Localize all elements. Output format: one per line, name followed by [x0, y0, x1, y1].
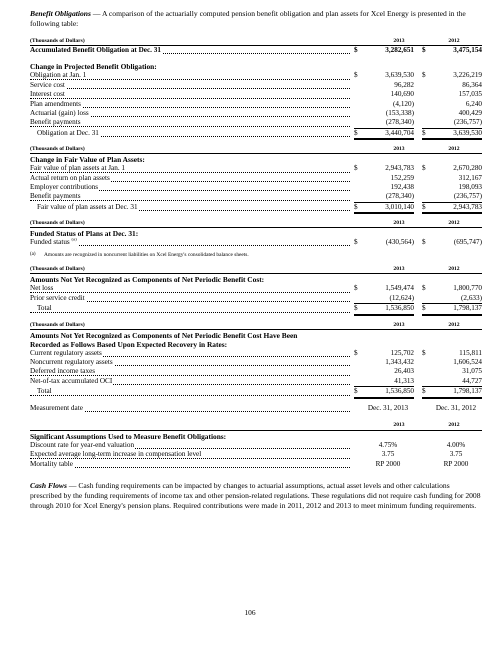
value-2013: (278,340): [385, 192, 414, 201]
value-2013: (430,564): [385, 238, 414, 247]
total-row: [30, 303, 482, 312]
table-row: [30, 238, 482, 247]
row-label: Fair value of plan assets at Dec. 31: [30, 203, 139, 211]
column-header: [30, 219, 482, 228]
table-row: [30, 450, 482, 459]
currency-symbol: $: [354, 164, 358, 173]
recovery-title-line2: Recorded as Follows Based Upon Expected Recovery in Rates:: [30, 339, 228, 349]
value-2012: (236,757): [453, 118, 482, 127]
row-label: Plan amendments: [30, 99, 81, 108]
table-row: [30, 174, 482, 183]
unit-label: (Thousands of Dollars): [30, 38, 85, 44]
footnote-marker: (a): [71, 238, 77, 242]
document-page: [30, 9, 482, 519]
row-label: Total: [30, 387, 53, 395]
cash-flows-text: — Cash funding requirements can be impacted by changes to actuarial assumptions, actual asset levels and other calculations prescribed by the funding requirements of income tax and other pension-related regulations. These regulations did not require cash funding for 2008 through 2010 for Xcel Energy's pension plans. Required contributions were made in 2011, 2012 and 2013 to meet minimum funding requirements.: [30, 481, 481, 511]
year-2012-header: 2012: [448, 421, 460, 428]
currency-symbol: $: [422, 284, 426, 293]
unit-label: (Thousands of Dollars): [30, 266, 85, 273]
row-label: Obligation at Jan. 1: [30, 71, 87, 80]
row-label: Net loss: [30, 284, 54, 293]
value-2013: 1,343,432: [385, 358, 414, 367]
currency-symbol: $: [354, 46, 358, 54]
table-row: [30, 377, 482, 386]
value-2013: 1,536,850: [362, 303, 414, 315]
value-2013: (4,120): [393, 99, 414, 108]
value-2012: 1,606,524: [453, 358, 482, 367]
value-2012: (2,633): [461, 293, 482, 302]
value-2013: RP 2000: [375, 459, 401, 468]
value-2013: 3,010,140: [362, 202, 414, 214]
value-2013: 192,438: [390, 182, 414, 191]
currency-symbol: $: [422, 46, 426, 54]
row-label: Expected average long-term increase in compensation level: [30, 450, 202, 459]
column-header: [30, 321, 482, 330]
year-2012-header: 2012: [448, 321, 460, 328]
row-label: Service cost: [30, 80, 65, 89]
currency-symbol: $: [354, 202, 362, 214]
unit-label: (Thousands of Dollars): [30, 220, 85, 227]
value-2013: Dec. 31, 2013: [367, 403, 409, 412]
currency-symbol: $: [422, 303, 430, 315]
value-2012: 1,798,137: [430, 386, 482, 398]
currency-symbol: $: [422, 386, 430, 398]
value-2012: 31,075: [462, 367, 482, 376]
intro-heading: Benefit Obligations: [30, 9, 91, 18]
table-row: [30, 192, 482, 201]
table-row: [30, 118, 482, 127]
intro-text: — A comparison of the actuarially computed pension benefit obligation and plan assets for Xcel Energy is presented in the following table:: [30, 9, 466, 28]
row-label: Deferred income taxes: [30, 367, 96, 376]
currency-symbol: $: [422, 348, 426, 357]
column-header: [30, 421, 482, 429]
column-header: [30, 37, 482, 46]
value-2013: 1,536,850: [362, 386, 414, 398]
value-2013: (12,624): [389, 293, 414, 302]
table-row: [30, 294, 482, 303]
year-2013-header: 2013: [393, 321, 405, 328]
row-label: Employer contributions: [30, 182, 99, 191]
abo-label: Accumulated Benefit Obligation at Dec. 31: [30, 46, 161, 54]
currency-symbol: $: [354, 128, 362, 140]
row-label: Benefit payments: [30, 118, 81, 127]
table-row: [30, 100, 482, 109]
year-2012-header: 2012: [448, 220, 460, 227]
value-2013: 125,702: [390, 348, 414, 357]
row-label: Mortality table: [30, 459, 73, 468]
value-2012: Dec. 31, 2012: [435, 403, 477, 412]
row-label: Current regulatory assets: [30, 348, 102, 357]
row-label: Actuarial (gain) loss: [30, 108, 89, 117]
assets-title: Change in Fair Value of Plan Assets:: [30, 155, 145, 165]
value-2013: (153,338): [385, 108, 414, 117]
unit-label: (Thousands of Dollars): [30, 146, 85, 153]
row-label: Benefit payments: [30, 192, 81, 201]
row-label: Obligation at Dec. 31: [30, 129, 100, 137]
total-row: [30, 386, 482, 395]
abo-2013: 3,282,651: [385, 46, 414, 54]
currency-symbol: $: [422, 128, 430, 140]
page-number: 106: [244, 608, 256, 617]
row-label: Actual return on plan assets: [30, 173, 110, 182]
value-2012: (695,747): [453, 238, 482, 247]
value-2013: 152,259: [390, 173, 414, 182]
unit-label: (Thousands of Dollars): [30, 321, 85, 328]
value-2013: 41,313: [394, 376, 414, 385]
value-2012: 1,800,770: [453, 284, 482, 293]
value-2012: RP 2000: [443, 459, 469, 468]
value-2012: 86,364: [462, 80, 482, 89]
value-2013: 3.75: [381, 450, 395, 459]
value-2012: 2,670,280: [453, 164, 482, 173]
currency-symbol: $: [354, 71, 358, 80]
value-2012: 157,035: [458, 90, 482, 99]
funded-status-label: Funded status: [30, 238, 70, 247]
value-2013: 140,690: [390, 90, 414, 99]
notrec-title: Amounts Not Yet Recognized as Components of Net Periodic Benefit Cost:: [30, 275, 265, 285]
abo-row: [30, 46, 482, 55]
row-label: Net-of-tax accumulated OCI: [30, 376, 113, 385]
currency-symbol: $: [422, 238, 426, 247]
row-label: [30, 238, 78, 246]
column-header: [30, 145, 482, 154]
value-2013: 4.75%: [378, 440, 398, 449]
funded-title: Funded Status of Plans at Dec. 31:: [30, 229, 139, 239]
table-row: [30, 164, 482, 173]
table-row: [30, 183, 482, 192]
year-2013-header: 2013: [393, 421, 405, 428]
value-2013: 96,282: [394, 80, 414, 89]
value-2012: 1,798,137: [430, 303, 482, 315]
year-2012-header: 2012: [448, 266, 460, 273]
total-row: [30, 128, 482, 137]
value-2012: 3,226,219: [453, 71, 482, 80]
value-2012: 2,943,783: [430, 202, 482, 214]
value-2013: 2,943,783: [385, 164, 414, 173]
value-2013: (278,340): [385, 118, 414, 127]
row-label: Measurement date: [30, 403, 83, 412]
column-header: [30, 265, 482, 274]
recovery-title-line1: Amounts Not Yet Recognized as Components of Net Periodic Benefit Cost Have Been: [30, 330, 298, 340]
value-2012: 44,727: [462, 376, 482, 385]
row-label: Fair value of plan assets at Jan. 1: [30, 164, 126, 173]
pbo-title: Change in Projected Benefit Obligation:: [30, 62, 157, 72]
value-2012: 115,811: [459, 348, 482, 357]
year-2013-header: 2013: [393, 266, 405, 273]
currency-symbol: $: [354, 284, 358, 293]
currency-symbol: $: [422, 164, 426, 173]
value-2012: 6,240: [465, 99, 482, 108]
row-label: Interest cost: [30, 90, 65, 99]
currency-symbol: $: [354, 386, 362, 398]
year-2012-header: 2012: [448, 38, 460, 44]
cash-flows-paragraph: [30, 481, 482, 511]
year-2013-header: 2013: [393, 146, 405, 153]
value-2012: 3.75: [449, 450, 463, 459]
row-label: Prior service credit: [30, 293, 85, 302]
table-row: [30, 81, 482, 90]
year-2013-header: 2013: [393, 220, 405, 227]
value-2012: 3,639,530: [430, 128, 482, 140]
table-row: [30, 460, 482, 469]
year-2013-header: 2013: [393, 38, 405, 44]
currency-symbol: $: [422, 71, 426, 80]
footnote-text: Amounts are recognized in noncurrent liabilities on Xcel Energy's consolidated balance sheets.: [44, 252, 249, 259]
value-2013: 3,440,704: [362, 128, 414, 140]
value-2012: 4.00%: [446, 440, 466, 449]
value-2012: 312,167: [458, 173, 482, 182]
row-label: Noncurrent regulatory assets: [30, 358, 113, 367]
value-2013: 3,639,530: [385, 71, 414, 80]
total-row: [30, 202, 482, 211]
footnote-mark: (a): [30, 252, 36, 258]
intro-paragraph: [30, 9, 482, 29]
value-2012: (236,757): [453, 192, 482, 201]
currency-symbol: $: [354, 303, 362, 315]
table-row: [30, 358, 482, 367]
abo-2012: 3,475,154: [453, 46, 482, 54]
table-row: [30, 109, 482, 118]
currency-symbol: $: [354, 348, 358, 357]
table-row: [30, 367, 482, 376]
recovery-title: [30, 331, 482, 349]
currency-symbol: $: [422, 202, 430, 214]
row-label: Discount rate for year-end valuation: [30, 440, 135, 449]
table-row: [30, 284, 482, 293]
pbo-rows: [30, 71, 482, 137]
value-2012: 198,093: [458, 182, 482, 191]
table-row: [30, 90, 482, 99]
assumptions-title: Significant Assumptions Used to Measure Benefit Obligations:: [30, 430, 482, 441]
value-2012: 400,429: [458, 108, 482, 117]
footnote: [30, 251, 482, 259]
table-row: [30, 349, 482, 358]
year-2012-header: 2012: [448, 146, 460, 153]
measurement-row: [30, 404, 482, 413]
table-row: [30, 71, 482, 80]
value-2013: 1,549,474: [385, 284, 414, 293]
currency-symbol: $: [354, 238, 358, 247]
value-2013: 26,403: [394, 367, 414, 376]
cash-flows-heading: Cash Flows: [30, 481, 67, 491]
row-label: Total: [30, 304, 53, 312]
table-row: [30, 441, 482, 450]
